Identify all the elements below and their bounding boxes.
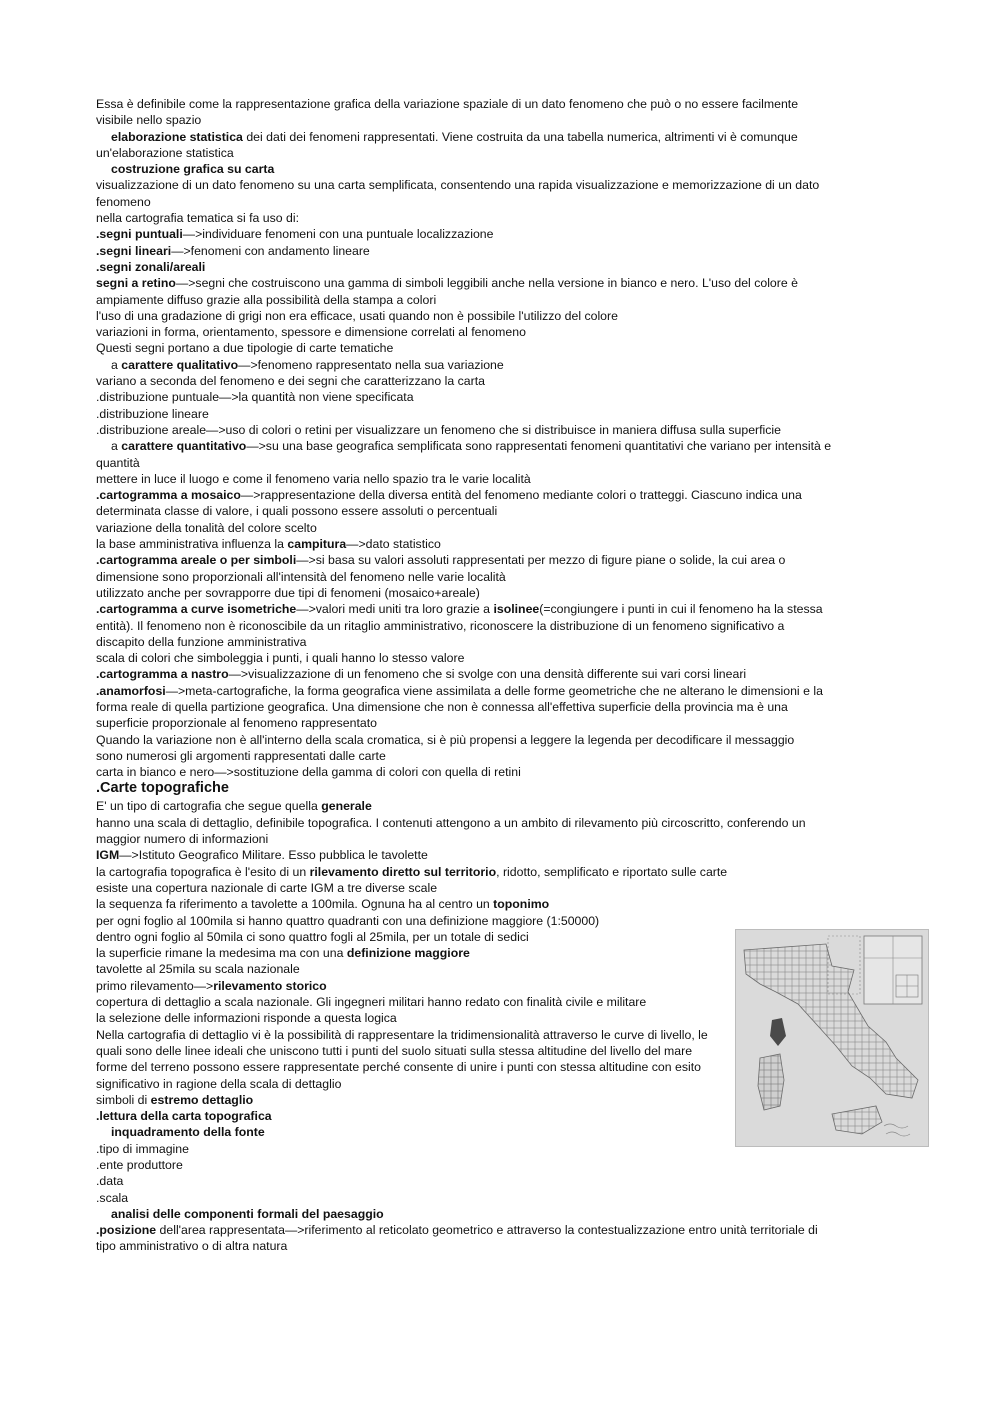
paragraph [96, 161, 896, 177]
paragraph: segni a retino—>segni che costruiscono una gamma di simboli leggibili anche nella versione in bianco e nero. L'uso del colore è [96, 276, 798, 291]
paragraph: hanno una scala di dettaglio, definibile topografica. I contenuti attengono a un ambito di rilevamento più circoscritto, conferendo un [96, 815, 806, 830]
paragraph: carta in bianco e nero—>sostituzione della gamma di colori con quella di retini [96, 765, 521, 780]
paragraph: la cartografia topografica è l'esito di un rilevamento diretto sul territorio, ridotto, semplificato e riportato sulle carte [96, 864, 728, 879]
list-item: .posizione dell'area rappresentata—>riferimento al reticolato geometrico e attraverso la contestualizzazione entro unità territoriale di [96, 1223, 818, 1238]
paragraph: a carattere qualitativo—>fenomeno rappresentato nella sua variazione [111, 357, 504, 372]
paragraph: simboli di estremo dettaglio [96, 1092, 254, 1107]
paragraph: forme del terreno possono essere rappresentate perché consente di unire i punti con stessa altitudine con esito significativo in ragione della scala di dettaglio [96, 1060, 701, 1091]
igm-sheet-index-map-italy-icon [735, 929, 929, 1147]
paragraph: superficie proporzionale al fenomeno rappresentato [96, 716, 377, 731]
paragraph: copertura di dettaglio a scala nazionale. Gli ingegneri militari hanno redato con finalità civile e militare [96, 995, 647, 1010]
bold-term: elaborazione statistica [111, 129, 243, 144]
paragraph: per ogni foglio al 100mila si hanno quattro quadranti con una definizione maggiore (1:50000) [96, 913, 600, 928]
list-item: .segni zonali/areali [96, 259, 206, 274]
list-item: .tipo di immagine [96, 1141, 189, 1156]
paragraph: dentro ogni foglio al 50mila ci sono quattro fogli al 25mila, per un totale di sedici [96, 929, 529, 944]
paragraph: determinata classe di valore, i quali possono essere assoluti o percentuali [96, 504, 498, 519]
paragraph: Nella cartografia di dettaglio vi è la possibilità di rappresentare la tridimensionalità attraverso le curve di livello, le quali sono delle linee ideali che uniscono tutti i punti del suolo situati sulla stessa altitudine del livello del mare [96, 1027, 708, 1058]
paragraph: visualizzazione di un dato fenomeno su una carta semplificata, consentendo una rapida visualizzazione e memorizzazione di un dato [96, 178, 820, 193]
paragraph: E' un tipo di cartografia che segue quella generale [96, 799, 372, 814]
list-item: .distribuzione puntuale—>la quantità non viene specificata [96, 390, 414, 405]
list-item: .ente produttore [96, 1158, 183, 1172]
paragraph: l'uso di una gradazione di grigi non era efficace, usati quando non è possibile l'utilizzo del colore [96, 308, 618, 323]
paragraph: utilizzato anche per sovrapporre due tipi di fenomeni (mosaico+areale) [96, 585, 480, 600]
paragraph: la superficie rimane la medesima ma con una definizione maggiore [96, 946, 470, 961]
paragraph: mettere in luce il luogo e come il fenomeno varia nello spazio tra le varie località [96, 471, 531, 486]
paragraph: dimensione sono proporzionali all'intensità del fenomeno nelle varie località [96, 569, 506, 584]
paragraph: ampiamente diffuso grazie alla possibilità della stampa a colori [96, 292, 437, 307]
list-item: .cartogramma areale o per simboli—>si basa su valori assoluti rappresentati per mezzo di figure piane o solide, la cui area o [96, 553, 786, 568]
paragraph: variazione della tonalità del colore scelto [96, 520, 317, 535]
paragraph: sono numerosi gli argomenti rappresentati dalle carte [96, 748, 386, 763]
paragraph: tipo amministrativo o di altra natura [96, 1239, 288, 1254]
list-item: .cartogramma a curve isometriche—>valori medi uniti tra loro grazie a isolinee(=congiungere i punti in cui il fenomeno ha la stessa [96, 602, 823, 617]
paragraph: entità). Il fenomeno non è riconoscibile da un ritaglio amministrativo, riconoscere la distribuzione di un fenomeno significativo a [96, 618, 785, 633]
bold-term: costruzione grafica su carta [111, 162, 275, 177]
paragraph: un'elaborazione statistica [96, 145, 234, 160]
paragraph: la selezione delle informazioni risponde a questa logica [96, 1011, 397, 1026]
paragraph: quantità [96, 455, 140, 470]
paragraph: elaborazione statistica dei dati dei fenomeni rappresentati. Viene costruita da una tabella numerica, altrimenti vi è comunque [111, 129, 798, 144]
paragraph: esiste una copertura nazionale di carte IGM a tre diverse scale [96, 880, 438, 895]
paragraph: Questi segni portano a due tipologie di carte tematiche [96, 341, 394, 356]
paragraph: visibile nello spazio [96, 113, 202, 128]
paragraph: discapito della funzione amministrativa [96, 634, 307, 649]
paragraph: tavolette al 25mila su scala nazionale [96, 962, 300, 977]
section-heading: .Carte topografiche [96, 780, 229, 797]
paragraph: Essa è definibile come la rappresentazione grafica della variazione spaziale di un dato fenomeno che può o no essere facilmente [96, 97, 799, 111]
paragraph: scala di colori che simboleggia i punti, i quali hanno lo stesso valore [96, 651, 465, 666]
paragraph: variano a seconda del fenomeno e dei segni che caratterizzano la carta [96, 374, 485, 389]
list-item: .scala [96, 1190, 129, 1205]
paragraph: la base amministrativa influenza la campitura—>dato statistico [96, 537, 441, 552]
list-item: .segni lineari—>fenomeni con andamento lineare [96, 243, 370, 258]
list-item: .distribuzione areale—>uso di colori o retini per visualizzare un fenomeno che si distribuisce in maniera diffusa sulla superficie [96, 422, 781, 437]
paragraph: fenomeno [96, 194, 151, 209]
subheading: inquadramento della fonte [111, 1125, 265, 1140]
list-item: .lettura della carta topografica [96, 1109, 272, 1124]
index-map-drawing [736, 930, 928, 1146]
paragraph: IGM—>Istituto Geografico Militare. Esso pubblica le tavolette [96, 848, 428, 863]
paragraph: Quando la variazione non è all'interno della scala cromatica, si è più propensi a leggere la legenda per decodificare il messaggio [96, 732, 795, 747]
paragraph: nella cartografia tematica si fa uso di: [96, 211, 300, 226]
paragraph: variazioni in forma, orientamento, spessore e dimensione correlati al fenomeno [96, 325, 526, 340]
paragraph: maggior numero di informazioni [96, 832, 269, 847]
list-item: .data [96, 1174, 124, 1189]
paragraph: la sequenza fa riferimento a tavolette a 100mila. Ognuna ha al centro un toponimo [96, 897, 550, 912]
list-item: .distribuzione lineare [96, 406, 209, 421]
list-item: .segni puntuali—>individuare fenomeni con una puntuale localizzazione [96, 227, 494, 242]
subheading: analisi delle componenti formali del paesaggio [111, 1206, 384, 1221]
list-item: .cartogramma a mosaico—>rappresentazione della diversa entità del fenomeno mediante colori o tratteggi. Ciascuno indica una [96, 488, 802, 503]
paragraph: a carattere quantitativo—>su una base geografica semplificata sono rappresentati fenomeni quantitativi che variano per intensità e [111, 439, 832, 454]
paragraph: forma reale di quella partizione geografica. Una dimensione che non è connessa all'effettiva superficie della provincia ma è una [96, 699, 788, 714]
list-item: .cartogramma a nastro—>visualizzazione di un fenomeno che si svolge con una densità differente sui vari corsi lineari [96, 667, 747, 682]
paragraph: primo rilevamento—>rilevamento storico [96, 978, 327, 993]
list-item: .anamorfosi—>meta-cartografiche, la forma geografica viene assimilata a delle forme geometriche che ne alterano le dimensioni e la [96, 683, 823, 698]
